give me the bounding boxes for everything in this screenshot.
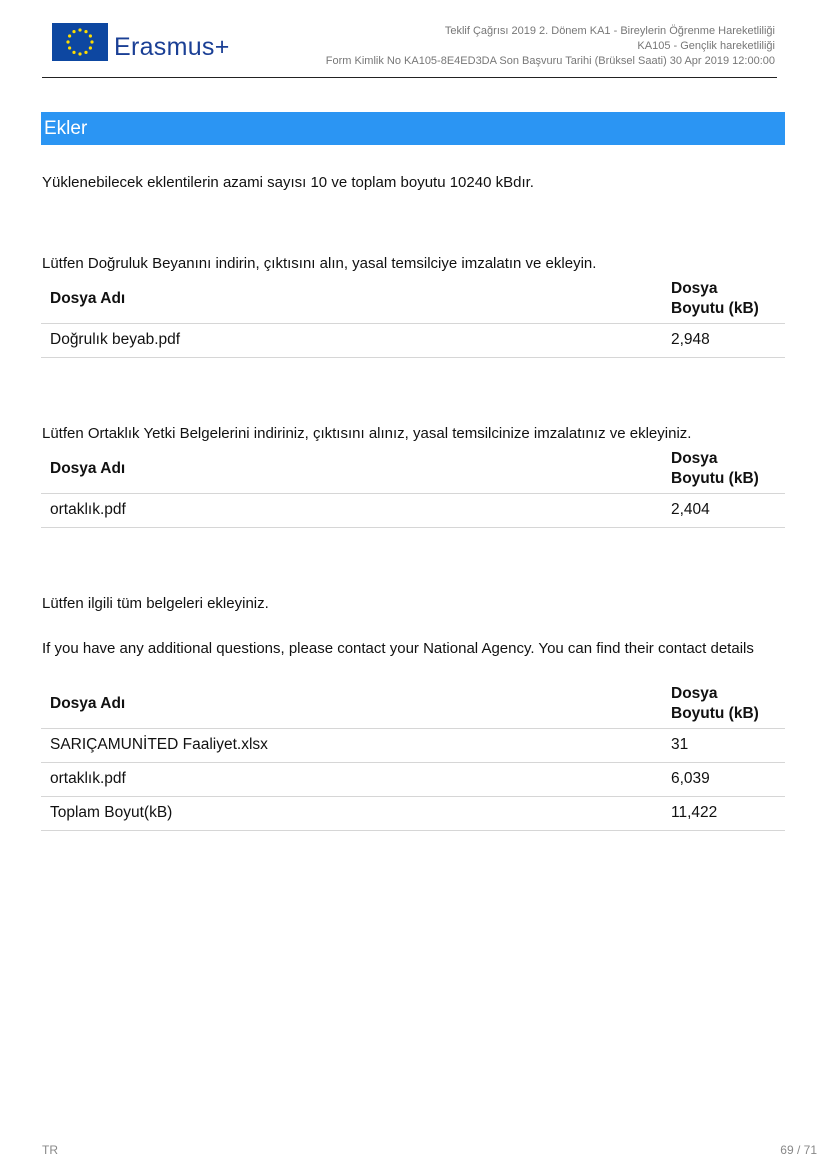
table-row xyxy=(41,323,785,357)
total-label: Toplam Boyut(kB) xyxy=(41,796,662,830)
logo-text: Erasmus+ xyxy=(114,33,230,61)
file-name: ortaklık.pdf xyxy=(41,493,662,527)
partnership-instruction: Lütfen Ortaklık Yetki Belgelerini indiriniz, çıktısını alınız, yasal temsilcinize imzalatınız ve ekleyiniz. xyxy=(42,425,692,442)
form-id-deadline: Form Kimlik No KA105-8E4ED3DA Son Başvuru Tarihi (Brüksel Saati) 30 Apr 2019 12:00:00 xyxy=(325,55,775,67)
eu-star-icon xyxy=(84,30,87,33)
eu-flag-icon xyxy=(52,23,108,61)
column-file-size: Dosya Boyutu (kB) xyxy=(662,446,785,493)
column-file-name: Dosya Adı xyxy=(41,681,662,728)
declaration-files-table xyxy=(41,276,785,358)
eu-star-icon xyxy=(72,30,75,33)
call-title: Teklif Çağrısı 2019 2. Dönem KA1 - Bireylerin Öğrenme Hareketliliği xyxy=(444,25,775,37)
table-row xyxy=(41,762,785,796)
table-row xyxy=(41,493,785,527)
footer-language: TR xyxy=(42,1143,58,1157)
file-size: 2,948 xyxy=(662,323,785,357)
contact-note: If you have any additional questions, please contact your National Agency. You can find their contact details xyxy=(42,640,754,657)
erasmus-logo xyxy=(52,23,262,63)
column-file-size: Dosya Boyutu (kB) xyxy=(662,276,785,323)
attachment-limits-text: Yüklenebilecek eklentilerin azami sayısı 10 ve toplam boyutu 10240 kBdır. xyxy=(42,174,534,191)
declaration-instruction: Lütfen Doğruluk Beyanını indirin, çıktısını alın, yasal temsilciye imzalatın ve ekleyin. xyxy=(42,255,597,272)
header-info xyxy=(326,24,775,69)
page-header xyxy=(42,18,777,78)
other-documents-instruction: Lütfen ilgili tüm belgeleri ekleyiniz. xyxy=(42,595,269,612)
eu-star-icon xyxy=(90,40,93,43)
eu-star-icon xyxy=(89,34,92,37)
eu-star-icon xyxy=(84,51,87,54)
eu-star-icon xyxy=(72,51,75,54)
eu-star-icon xyxy=(66,40,69,43)
section-title: Ekler xyxy=(41,112,785,145)
file-name: Doğrulık beyab.pdf xyxy=(41,323,662,357)
table-row xyxy=(41,728,785,762)
table-header xyxy=(41,276,785,323)
eu-star-icon xyxy=(89,46,92,49)
eu-star-icon xyxy=(78,28,81,31)
other-files-table xyxy=(41,681,785,831)
column-file-size: Dosya Boyutu (kB) xyxy=(662,681,785,728)
eu-star-icon xyxy=(68,34,71,37)
file-size: 2,404 xyxy=(662,493,785,527)
file-name: SARIÇAMUNİTED Faaliyet.xlsx xyxy=(41,728,662,762)
column-file-name: Dosya Adı xyxy=(41,446,662,493)
partnership-files-table xyxy=(41,446,785,528)
column-file-name: Dosya Adı xyxy=(41,276,662,323)
file-name: ortaklık.pdf xyxy=(41,762,662,796)
file-size: 31 xyxy=(662,728,785,762)
table-header xyxy=(41,681,785,728)
eu-star-icon xyxy=(68,46,71,49)
page-number: 69 / 71 xyxy=(780,1143,817,1157)
eu-star-icon xyxy=(78,52,81,55)
table-header xyxy=(41,446,785,493)
total-size: 11,422 xyxy=(662,796,785,830)
action-type: KA105 - Gençlik hareketliliği xyxy=(637,40,775,52)
file-size: 6,039 xyxy=(662,762,785,796)
total-row xyxy=(41,796,785,830)
